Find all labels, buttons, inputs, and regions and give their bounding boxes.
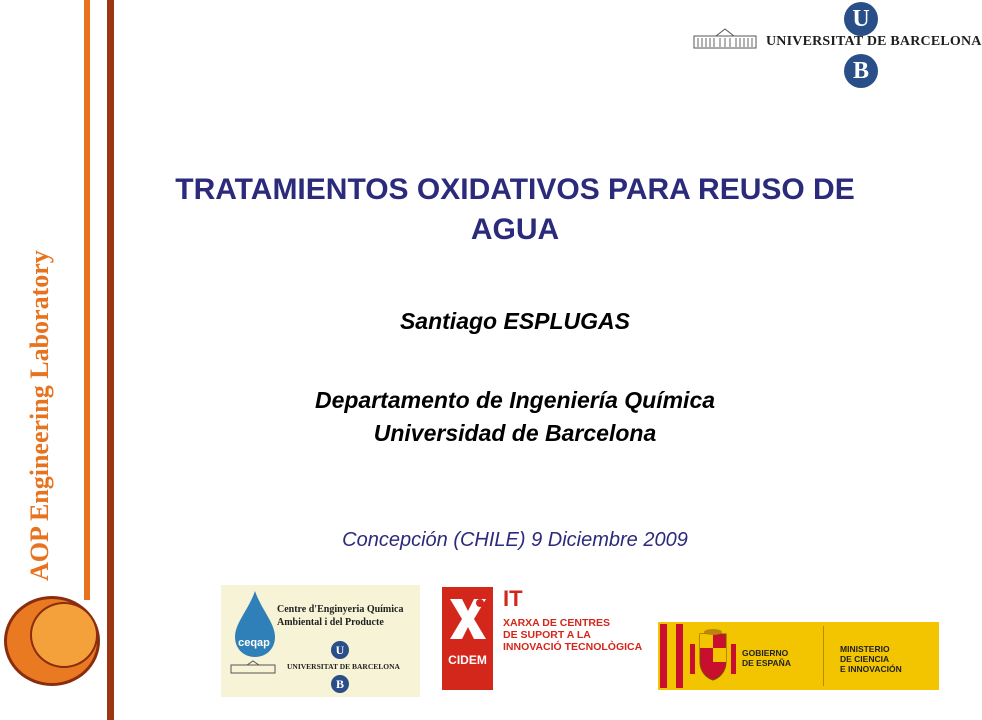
ub-name: UNIVERSITAT DE BARCELONA [766, 34, 982, 49]
building-icon [231, 661, 275, 673]
orange-circle-inner [30, 602, 98, 668]
coat-of-arms-icon [688, 628, 738, 684]
ceqap-letter-b: B [331, 675, 349, 693]
ub-letter-b: B [844, 54, 878, 88]
universitat-barcelona-logo [694, 0, 982, 92]
ministerio-line-3: E INNOVACIÓN [840, 664, 902, 674]
ministerio-line-1: MINISTERIO [840, 644, 890, 654]
cidem-logo [442, 587, 654, 690]
cidem-line-3: INNOVACIÓ TECNOLÒGICA [503, 641, 643, 653]
ceqap-ub-name: UNIVERSITAT DE BARCELONA [287, 662, 400, 671]
cidem-it: IT [503, 586, 523, 611]
event-info: Concepción (CHILE) 9 Diciembre 2009 [342, 529, 688, 551]
flag-stripe-red [660, 624, 667, 688]
presentation-title: TRATAMIENTOS OXIDATIVOS PARA REUSO DE AGUA [175, 173, 855, 246]
ceqap-text [277, 603, 419, 629]
university: Universidad de Barcelona [373, 420, 657, 446]
ceqap-line-1: Centre d'Enginyeria Química [277, 604, 404, 615]
author-name: Santiago ESPLUGAS [399, 308, 631, 334]
gobierno-line-2: DE ESPAÑA [742, 658, 791, 668]
ministerio-line-2: DE CIENCIA [840, 654, 890, 664]
gobierno-text [742, 648, 822, 668]
ceqap-word: ceqap [238, 637, 270, 649]
flag-stripe-red [676, 624, 683, 688]
cidem-text [503, 617, 653, 653]
cidem-word: CIDEM [448, 653, 487, 667]
flag-stripe-yellow [667, 624, 676, 688]
ministerio-text [840, 644, 936, 674]
brown-vertical-bar [107, 0, 114, 720]
ub-letter-u: U [844, 2, 878, 36]
gobierno-espana-logo [658, 622, 939, 690]
x-mark-icon [446, 593, 489, 645]
logo-divider [823, 626, 824, 686]
cidem-red-box [442, 587, 493, 690]
side-label: AOP Engineering Laboratory [25, 250, 54, 581]
gobierno-line-1: GOBIERNO [742, 648, 789, 658]
department: Departamento de Ingeniería Química [314, 387, 716, 413]
cidem-line-1: XARXA DE CENTRES [503, 617, 610, 629]
orange-vertical-bar [84, 0, 90, 600]
cidem-line-2: DE SUPORT A LA [503, 629, 591, 641]
building-icon [694, 28, 756, 48]
ceqap-logo [221, 585, 420, 697]
ceqap-letter-u: U [331, 641, 349, 659]
affiliation [150, 384, 880, 450]
ceqap-line-2: Ambiental i del Producte [277, 617, 384, 628]
